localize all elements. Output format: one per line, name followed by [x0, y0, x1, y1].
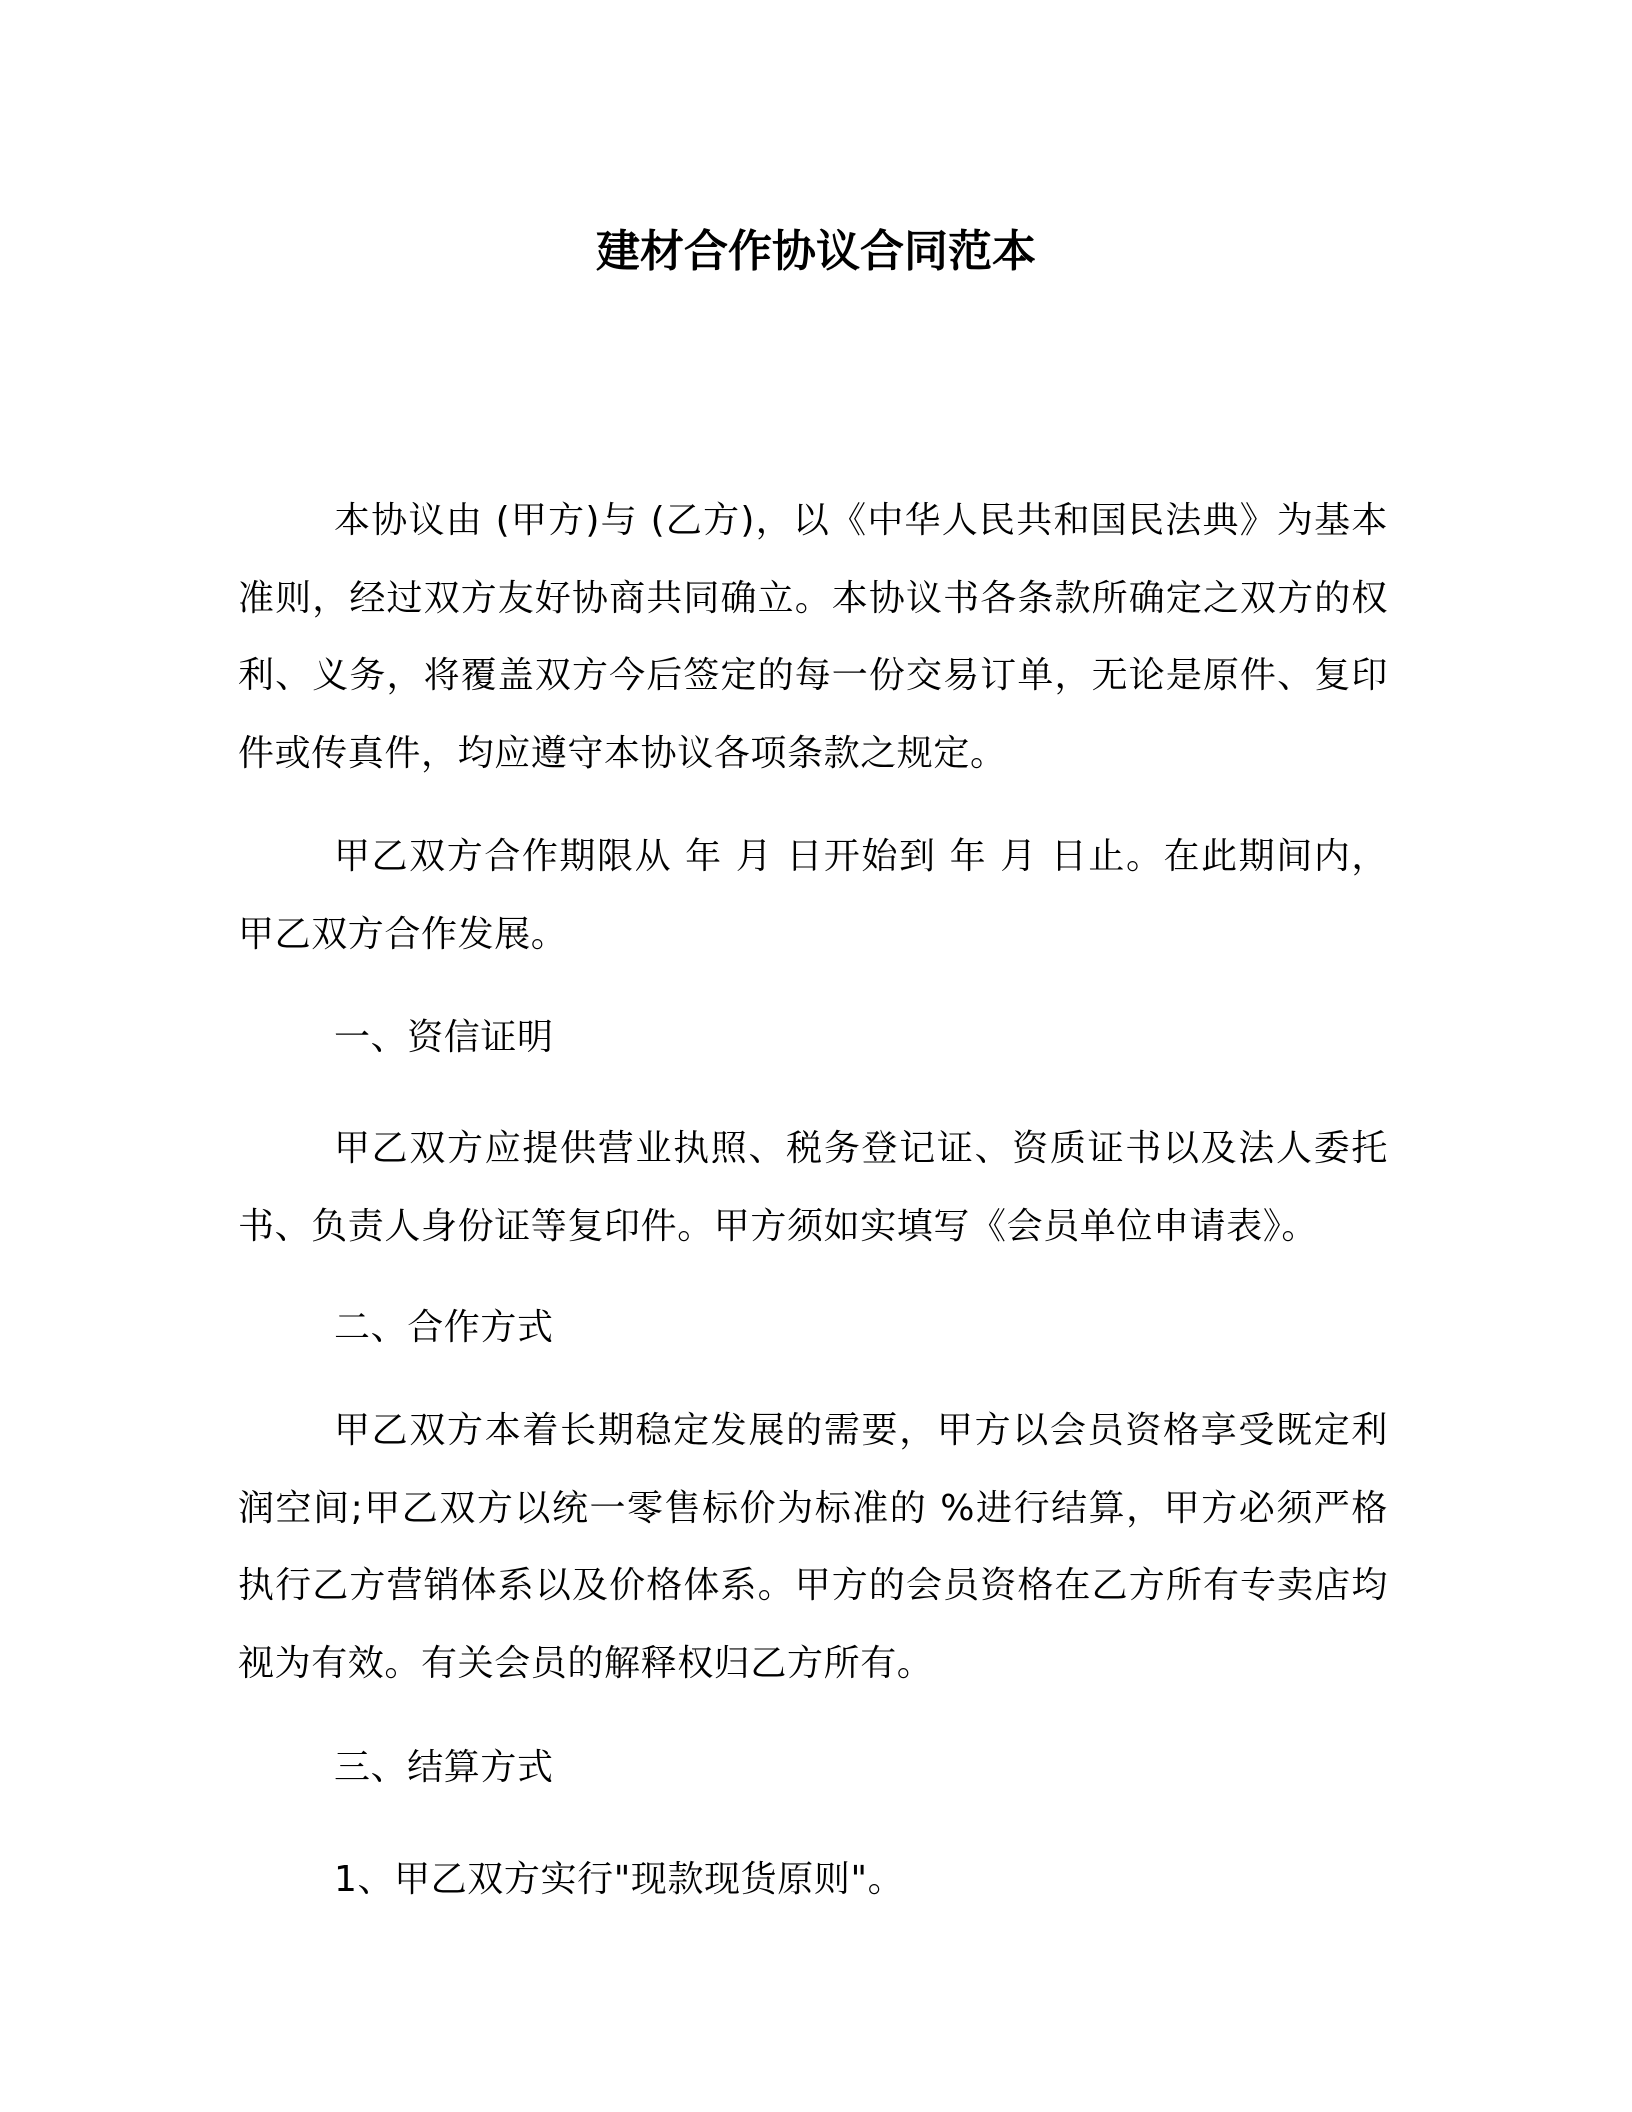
term-paragraph: 甲乙双方合作期限从 年 月 日开始到 年 月 日止。在此期间内，甲乙双方合作发展。 — [238, 836, 1388, 955]
intro-paragraph: 本协议由 (甲方)与 (乙方)，以《中华人民共和国民法典》为基本准则，经过双方友好协商共同确立。本协议书各条款所确定之双方的权利、义务，将覆盖双方今后签定的每一份交易订单，无论是原件、复印件或传真件，均应遵守本协议各项条款之规定。 — [238, 500, 1388, 774]
section-heading-settlement-method: 三、结算方式 — [334, 1747, 554, 1788]
credit-proof-paragraph: 甲乙双方应提供营业执照、税务登记证、资质证书以及法人委托书、负责人身份证等复印件。甲方须如实填写《会员单位申请表》。 — [238, 1128, 1388, 1247]
cooperation-mode-paragraph: 甲乙双方本着长期稳定发展的需要，甲方以会员资格享受既定利润空间;甲乙双方以统一零售标价为标准的 %进行结算，甲方必须严格执行乙方营销体系以及价格体系。甲方的会员资格在乙方所有专卖店均视为有效。有关会员的解释权归乙方所有。 — [238, 1410, 1388, 1684]
section-heading-credit-proof: 一、资信证明 — [334, 1017, 554, 1058]
settlement-item-1: 1、甲乙双方实行"现款现货原则"。 — [334, 1859, 905, 1900]
section-heading-cooperation-mode: 二、合作方式 — [334, 1307, 554, 1348]
document-title: 建材合作协议合同范本 — [596, 226, 1036, 277]
